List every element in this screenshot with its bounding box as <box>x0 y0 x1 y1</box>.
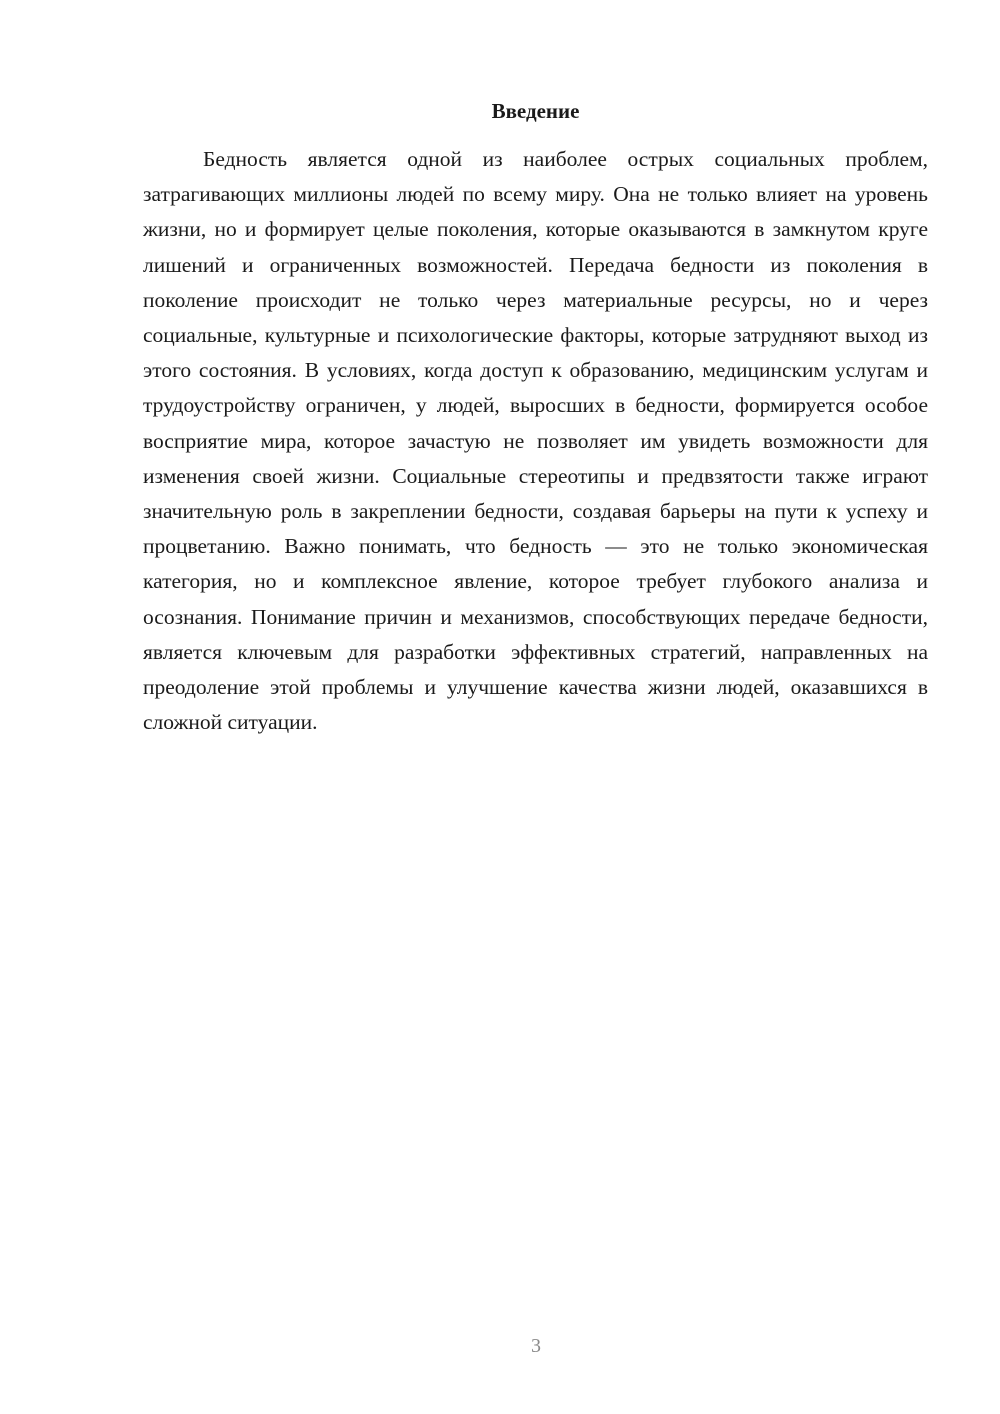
section-heading: Введение <box>491 99 580 123</box>
page-number: 3 <box>531 1335 541 1357</box>
body-paragraph: Бедность является одной из наиболее острых социальных проблем, затрагивающих миллионы людей по всему миру. Она не только влияет на уровень жизни, но и формирует целые поколения, которые оказываются в замкнутом круге лишений и ограниченных возможностей. Передача бедности из поколения в поколение происходит не только через материальные ресурсы, но и через социальные, культурные и психологические факторы, которые затрудняют выход из этого состояния. В условиях, когда доступ к образованию, медицинским услугам и трудоустройству ограничен, у людей, выросших в бедности, формируется особое восприятие мира, которое зачастую не позволяет им увидеть возможности для изменения своей жизни. Социальные стереотипы и предвзятости также играют значительную роль в закреплении бедности, создавая барьеры на пути к успеху и процветанию. Важно понимать, что бедность — это не только экономическая категория, но и комплексное явление, которое требует глубокого анализа и осознания. Понимание причин и механизмов, способствующих передаче бедности, является ключевым для разработки эффективных стратегий, направленных на преодоление этой проблемы и улучшение качества жизни людей, оказавшихся в сложной ситуации. <box>143 147 928 735</box>
